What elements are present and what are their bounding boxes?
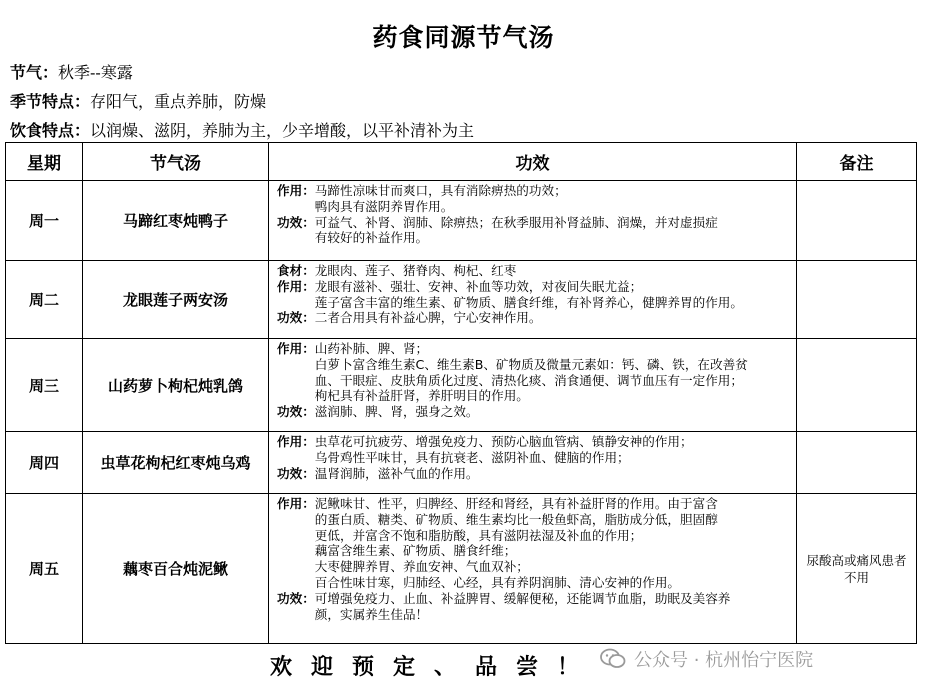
effect-line: 泥鳅味甘、性平，归脾经、肝经和肾经，具有补益肝肾的作用。由于富含 [314,496,718,511]
solar-term-line [10,60,133,83]
effect-key: 作用： [277,278,315,294]
header-effect: 功效 [269,143,797,181]
effect-cell [269,432,797,494]
effect-line: 马蹄性凉味甘而爽口，具有消除痹热的功效； [314,183,567,198]
effect-line: 鸭肉具有滋阴养胃作用。 [314,198,454,214]
weekday-cell: 周二 [6,261,83,339]
effect-line: 可增强免疫力、止血、补益脾胃、缓解便秘，还能调节血脂，助眠及美容养 [314,590,731,606]
soup-name-cell: 马蹄红枣炖鸭子 [83,181,269,261]
effect-line: 藕富含维生素、矿物质、膳食纤维； [314,543,517,559]
table-row [6,494,917,644]
effect-line: 白萝卜富含维生素C、维生素B、矿物质及微量元素如：钙、磷、铁，在改善贫 [314,356,748,372]
effect-block [277,404,792,420]
footer-slogan: 欢迎预定、品尝！ [270,654,599,680]
effect-key: 作用： [277,183,315,198]
effect-key: 食材： [277,263,315,278]
wechat-icon [600,648,626,670]
soup-name-cell: 山药萝卜枸杞炖乳鸽 [83,339,269,432]
effect-line: 枸杞具有补益肝肾，养肝明目的作用。 [314,388,529,404]
effect-block [277,215,792,247]
effect-cell [269,181,797,261]
solar-term-value: 秋季--寒露 [58,63,133,82]
table-row [6,339,917,432]
header-note: 备注 [797,143,917,181]
effect-block [277,466,792,482]
soup-name-cell: 龙眼莲子两安汤 [83,261,269,339]
soup-name-cell: 虫草花枸杞红枣炖乌鸡 [83,432,269,494]
page-title: 药食同源节气汤 [372,23,555,52]
effect-key: 功效： [277,590,315,606]
effect-line: 龙眼肉、莲子、猪脊肉、枸杞、红枣 [314,263,517,278]
effect-line: 温肾润肺，滋补气血的作用。 [314,465,479,481]
effect-block [277,310,792,326]
table-row [6,181,917,261]
effect-line: 的蛋白质、糖类、矿物质、维生素均比一般鱼虾高，脂肪成分低，胆固醇 [314,511,718,527]
soup-name-cell: 藕枣百合炖泥鳅 [83,494,269,644]
solar-term-label: 节气： [10,63,59,82]
effect-block [277,263,792,279]
effect-line: 龙眼有滋补、强壮、安神、补血等功效，对夜间失眠尤益； [314,278,643,294]
effect-key: 功效： [277,214,315,230]
effect-cell [269,339,797,432]
effect-line: 血、干眼症、皮肤角质化过度、清热化痰、消食通便、调节血压有一定作用； [314,372,743,388]
effect-key: 功效： [277,310,315,326]
effect-line: 有较好的补益作用。 [314,230,429,246]
season-label: 季节特点： [10,92,91,111]
effect-line: 莲子富含丰富的维生素、矿物质、膳食纤维，有补肾养心，健脾养胃的作用。 [314,294,743,310]
effect-line: 滋润肺、脾、肾，强身之效。 [314,404,479,420]
effect-line: 乌骨鸡性平味甘，具有抗衰老、滋阴补血、健脑的作用； [314,449,630,465]
weekday-cell: 周三 [6,339,83,432]
effect-key: 作用： [277,341,315,356]
diet-line [10,118,474,141]
note-cell [797,432,917,494]
effect-key: 作用： [277,496,315,511]
header-weekday: 星期 [6,143,83,181]
effect-block [277,591,792,623]
weekday-cell: 周一 [6,181,83,261]
effect-block [277,341,792,404]
effect-block [277,183,792,215]
weekday-cell: 周五 [6,494,83,644]
effect-line: 虫草花可抗疲劳、增强免疫力、预防心脑血管病、镇静安神的作用； [314,434,693,449]
effect-key: 作用： [277,434,315,449]
effect-cell [269,494,797,644]
effect-cell [269,261,797,339]
effect-block [277,434,792,466]
table-row [6,432,917,494]
note-cell: 尿酸高或痛风患者不用 [797,494,917,644]
watermark-text: 公众号 · 杭州怡宁医院 [634,650,814,671]
wechat-watermark [600,646,813,672]
effect-line: 山药补肺、脾、肾； [314,341,429,356]
effect-line: 百合性味甘寒，归肺经、心经，具有养阴润肺、清心安神的作用。 [314,574,680,590]
effect-block [277,496,792,591]
effect-line: 大枣健脾养胃、养血安神、气血双补； [314,559,529,575]
diet-value: 以润燥、滋阴，养肺为主，少辛增酸，以平补清补为主 [90,121,475,140]
note-cell [797,339,917,432]
note-cell [797,261,917,339]
table-header-row [6,143,917,181]
effect-key: 功效： [277,404,315,420]
note-cell [797,181,917,261]
header-soup: 节气汤 [83,143,269,181]
table-row [6,261,917,339]
soup-menu-table [5,142,917,644]
weekday-cell: 周四 [6,432,83,494]
effect-block [277,279,792,311]
effect-line: 二者合用具有补益心脾，宁心安神作用。 [314,310,542,326]
effect-key: 功效： [277,465,315,481]
season-line [10,89,266,112]
effect-line: 可益气、补肾、润肺、除痹热；在秋季服用补肾益肺、润燥，并对虚损症 [314,214,718,230]
diet-label: 饮食特点： [10,121,91,140]
season-value: 存阳气，重点养肺，防燥 [90,92,267,111]
effect-line: 颜，实属养生佳品！ [314,606,429,622]
effect-line: 更低，并富含不饱和脂肪酸，具有滋阴祛湿及补血的作用； [314,527,643,543]
